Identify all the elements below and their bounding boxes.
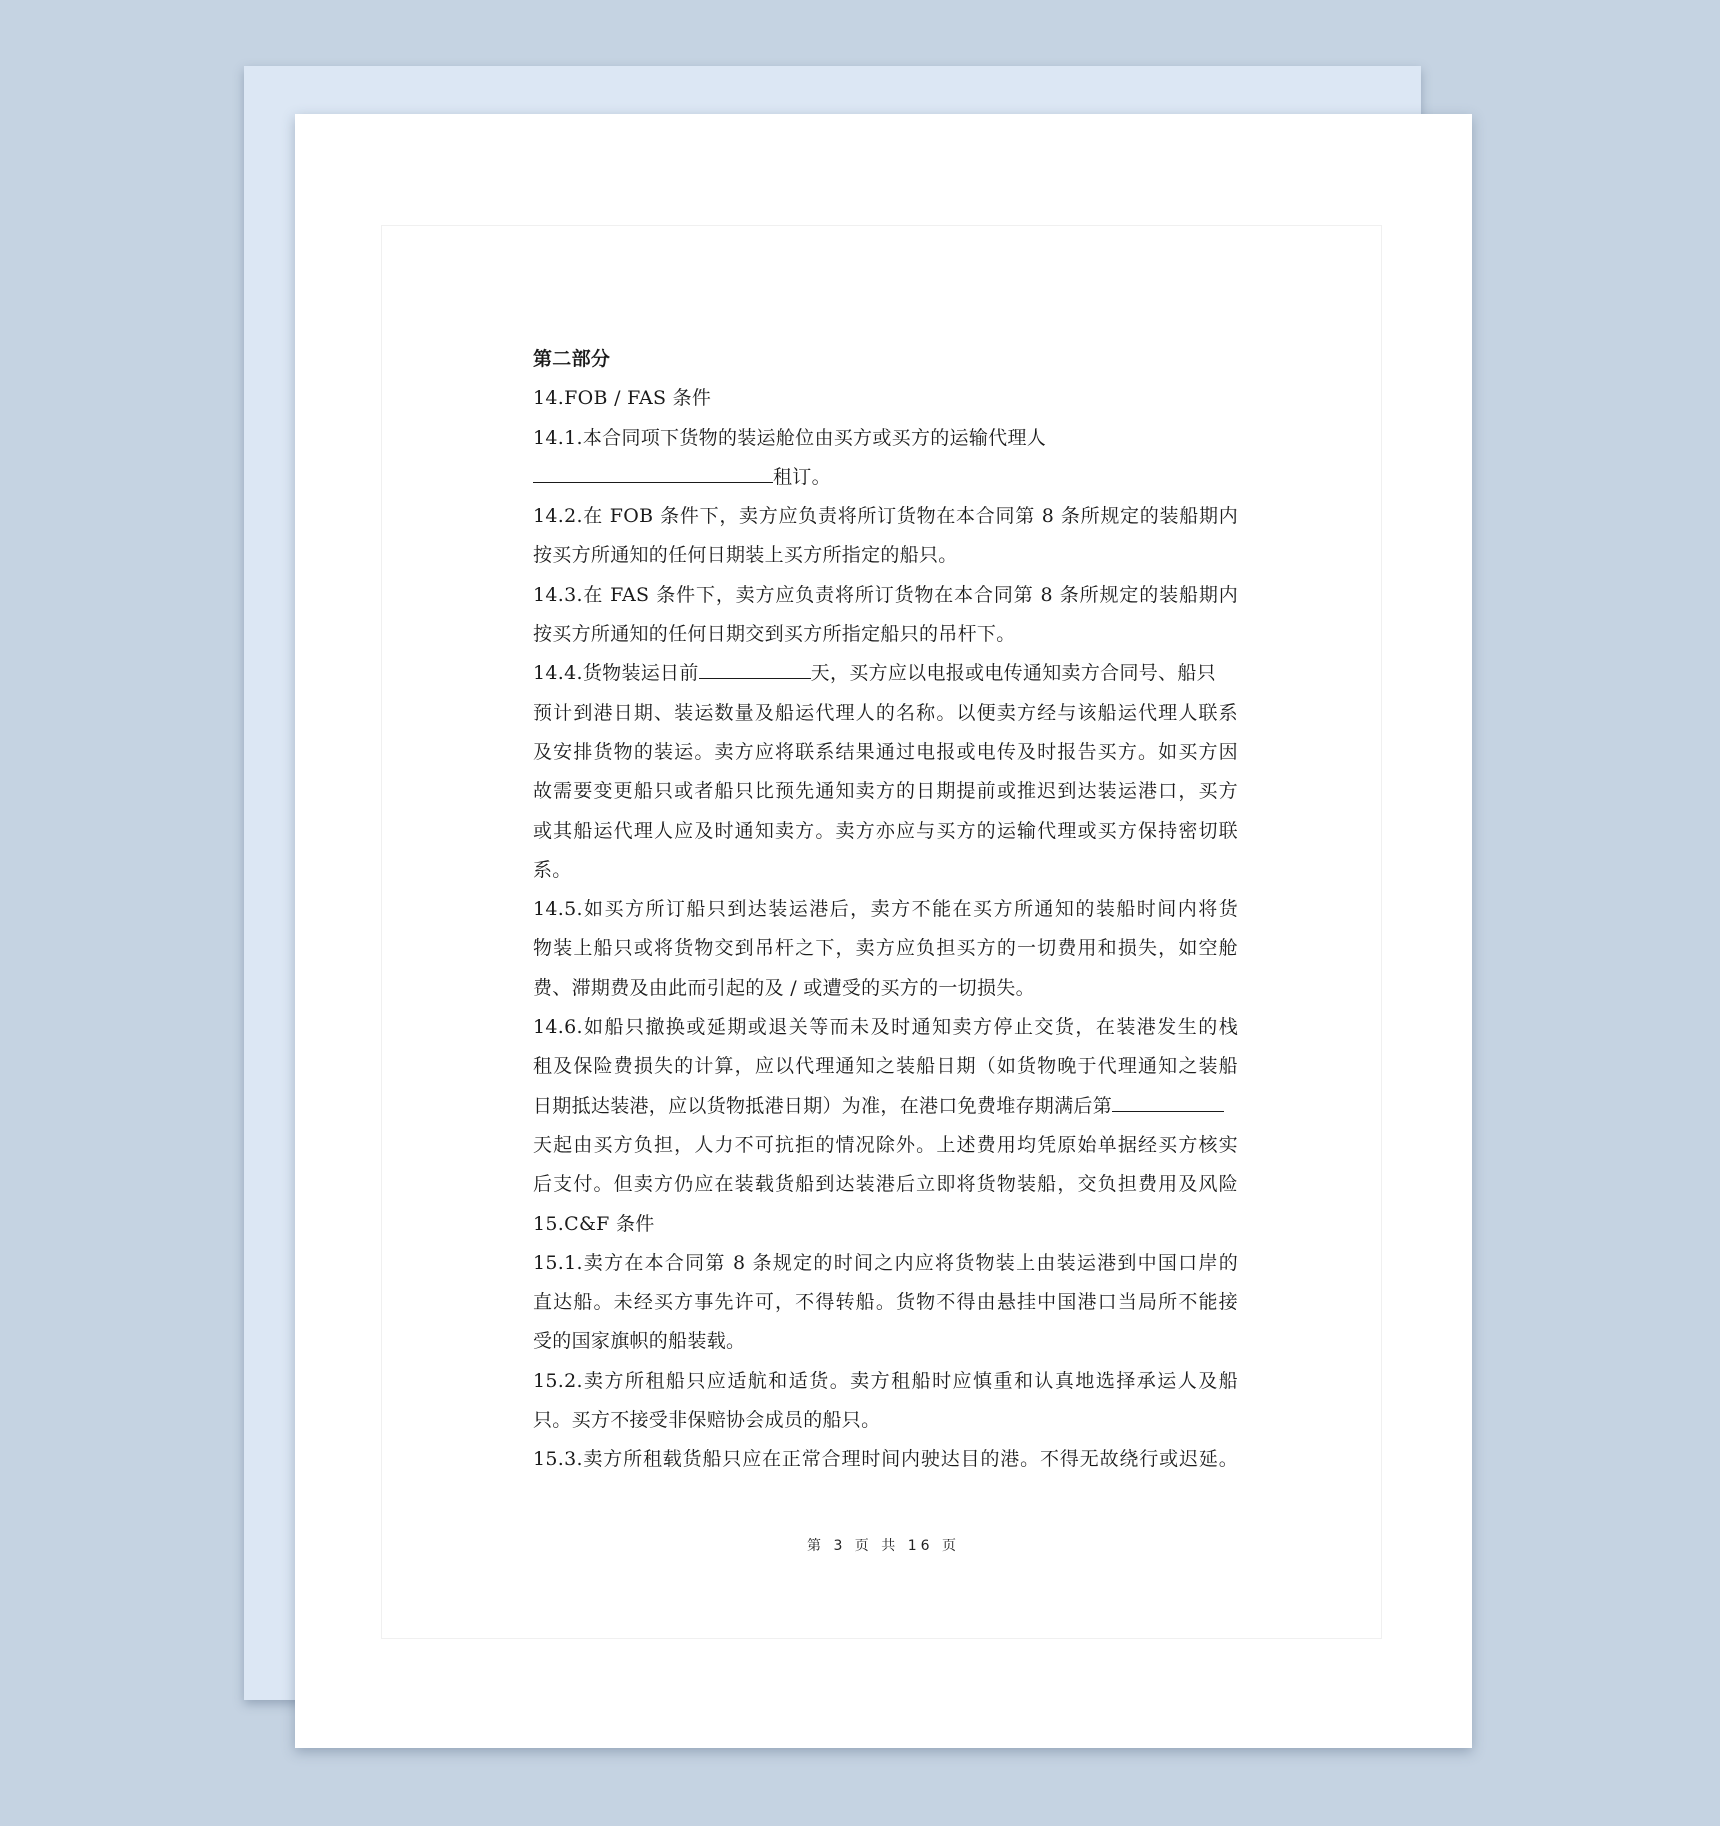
paragraph-line: 系。	[533, 858, 572, 881]
fill-in-blank	[1112, 1087, 1224, 1112]
paragraph-line: 租及保险费损失的计算，应以代理通知之装船日期（如货物晚于代理通知之装船	[533, 1055, 1238, 1078]
paragraph-line: 15.1.卖方在本合同第 8 条规定的时间之内应将货物装上由装运港到中国口岸的	[533, 1251, 1238, 1274]
paragraph-line: 15.2.卖方所租船只应适航和适货。卖方租船时应慎重和认真地选择承运人及船	[533, 1369, 1238, 1392]
paragraph-line	[533, 458, 1238, 497]
paragraph-line: 14.FOB / FAS 条件	[533, 387, 712, 410]
paragraph-line: 14.3.在 FAS 条件下，卖方应负责将所订货物在本合同第 8 条所规定的装船期内	[533, 583, 1238, 606]
page-number-footer: 第 3 页 共 16 页	[807, 1538, 960, 1554]
paragraph-line: 15.C&F 条件	[533, 1212, 655, 1235]
document-body	[533, 340, 1238, 1480]
paragraph-text: 天，买方应以电报或电传通知卖方合同号、船只	[810, 662, 1216, 685]
section-heading: 第二部分	[533, 348, 611, 370]
paragraph-line: 直达船。未经买方事先许可，不得转船。货物不得由悬挂中国港口当局所不能接	[533, 1291, 1238, 1314]
fill-in-blank	[533, 458, 773, 483]
paragraph-line	[533, 654, 1238, 693]
paragraph-line: 物装上船只或将货物交到吊杆之下，卖方应负担买方的一切费用和损失，如空舱	[533, 937, 1238, 960]
paragraph-text: 租订。	[773, 465, 831, 488]
paragraph-line: 只。买方不接受非保赔协会成员的船只。	[533, 1409, 881, 1432]
paragraph-line: 14.5.如买方所订船只到达装运港后，卖方不能在买方所通知的装船时间内将货	[533, 898, 1238, 921]
paragraph-line: 后支付。但卖方仍应在装载货船到达装港后立即将货物装船，交负担费用及风险	[533, 1173, 1238, 1196]
paragraph-line: 及安排货物的装运。卖方应将联系结果通过电报或电传及时报告买方。如买方因	[533, 740, 1238, 763]
fill-in-blank	[699, 654, 811, 679]
paragraph-line: 或其船运代理人应及时通知卖方。卖方亦应与买方的运输代理或买方保持密切联	[533, 819, 1238, 842]
paragraph-line: 受的国家旗帜的船装载。	[533, 1330, 746, 1353]
paragraph-line: 预计到港日期、装运数量及船运代理人的名称。以便卖方经与该船运代理人联系	[533, 701, 1238, 724]
paragraph-line: 费、滞期费及由此而引起的及 / 或遭受的买方的一切损失。	[533, 976, 1035, 999]
paragraph-line: 天起由买方负担，人力不可抗拒的情况除外。上述费用均凭原始单据经买方核实	[533, 1133, 1238, 1156]
paragraph-line: 14.2.在 FOB 条件下，卖方应负责将所订货物在本合同第 8 条所规定的装船期内	[533, 505, 1238, 528]
paragraph-line: 14.6.如船只撤换或延期或退关等而未及时通知卖方停止交货，在装港发生的栈	[533, 1016, 1238, 1039]
paragraph-line: 14.1.本合同项下货物的装运舱位由买方或买方的运输代理人	[533, 426, 1047, 449]
paragraph-line: 按买方所通知的任何日期装上买方所指定的船只。	[533, 544, 958, 567]
paragraph-line: 故需要变更船只或者船只比预先通知卖方的日期提前或推迟到达装运港口，买方	[533, 780, 1238, 803]
paragraph-line: 按买方所通知的任何日期交到买方所指定船只的吊杆下。	[533, 623, 1016, 646]
paragraph-text: 14.4.货物装运日前	[533, 662, 699, 685]
paragraph-text: 日期抵达装港，应以货物抵港日期）为准，在港口免费堆存期满后第	[533, 1094, 1113, 1117]
paragraph-line	[533, 1087, 1238, 1126]
paragraph-line: 15.3.卖方所租载货船只应在正常合理时间内驶达目的港。不得无故绕行或迟延。	[533, 1448, 1238, 1471]
document-page	[295, 114, 1472, 1748]
